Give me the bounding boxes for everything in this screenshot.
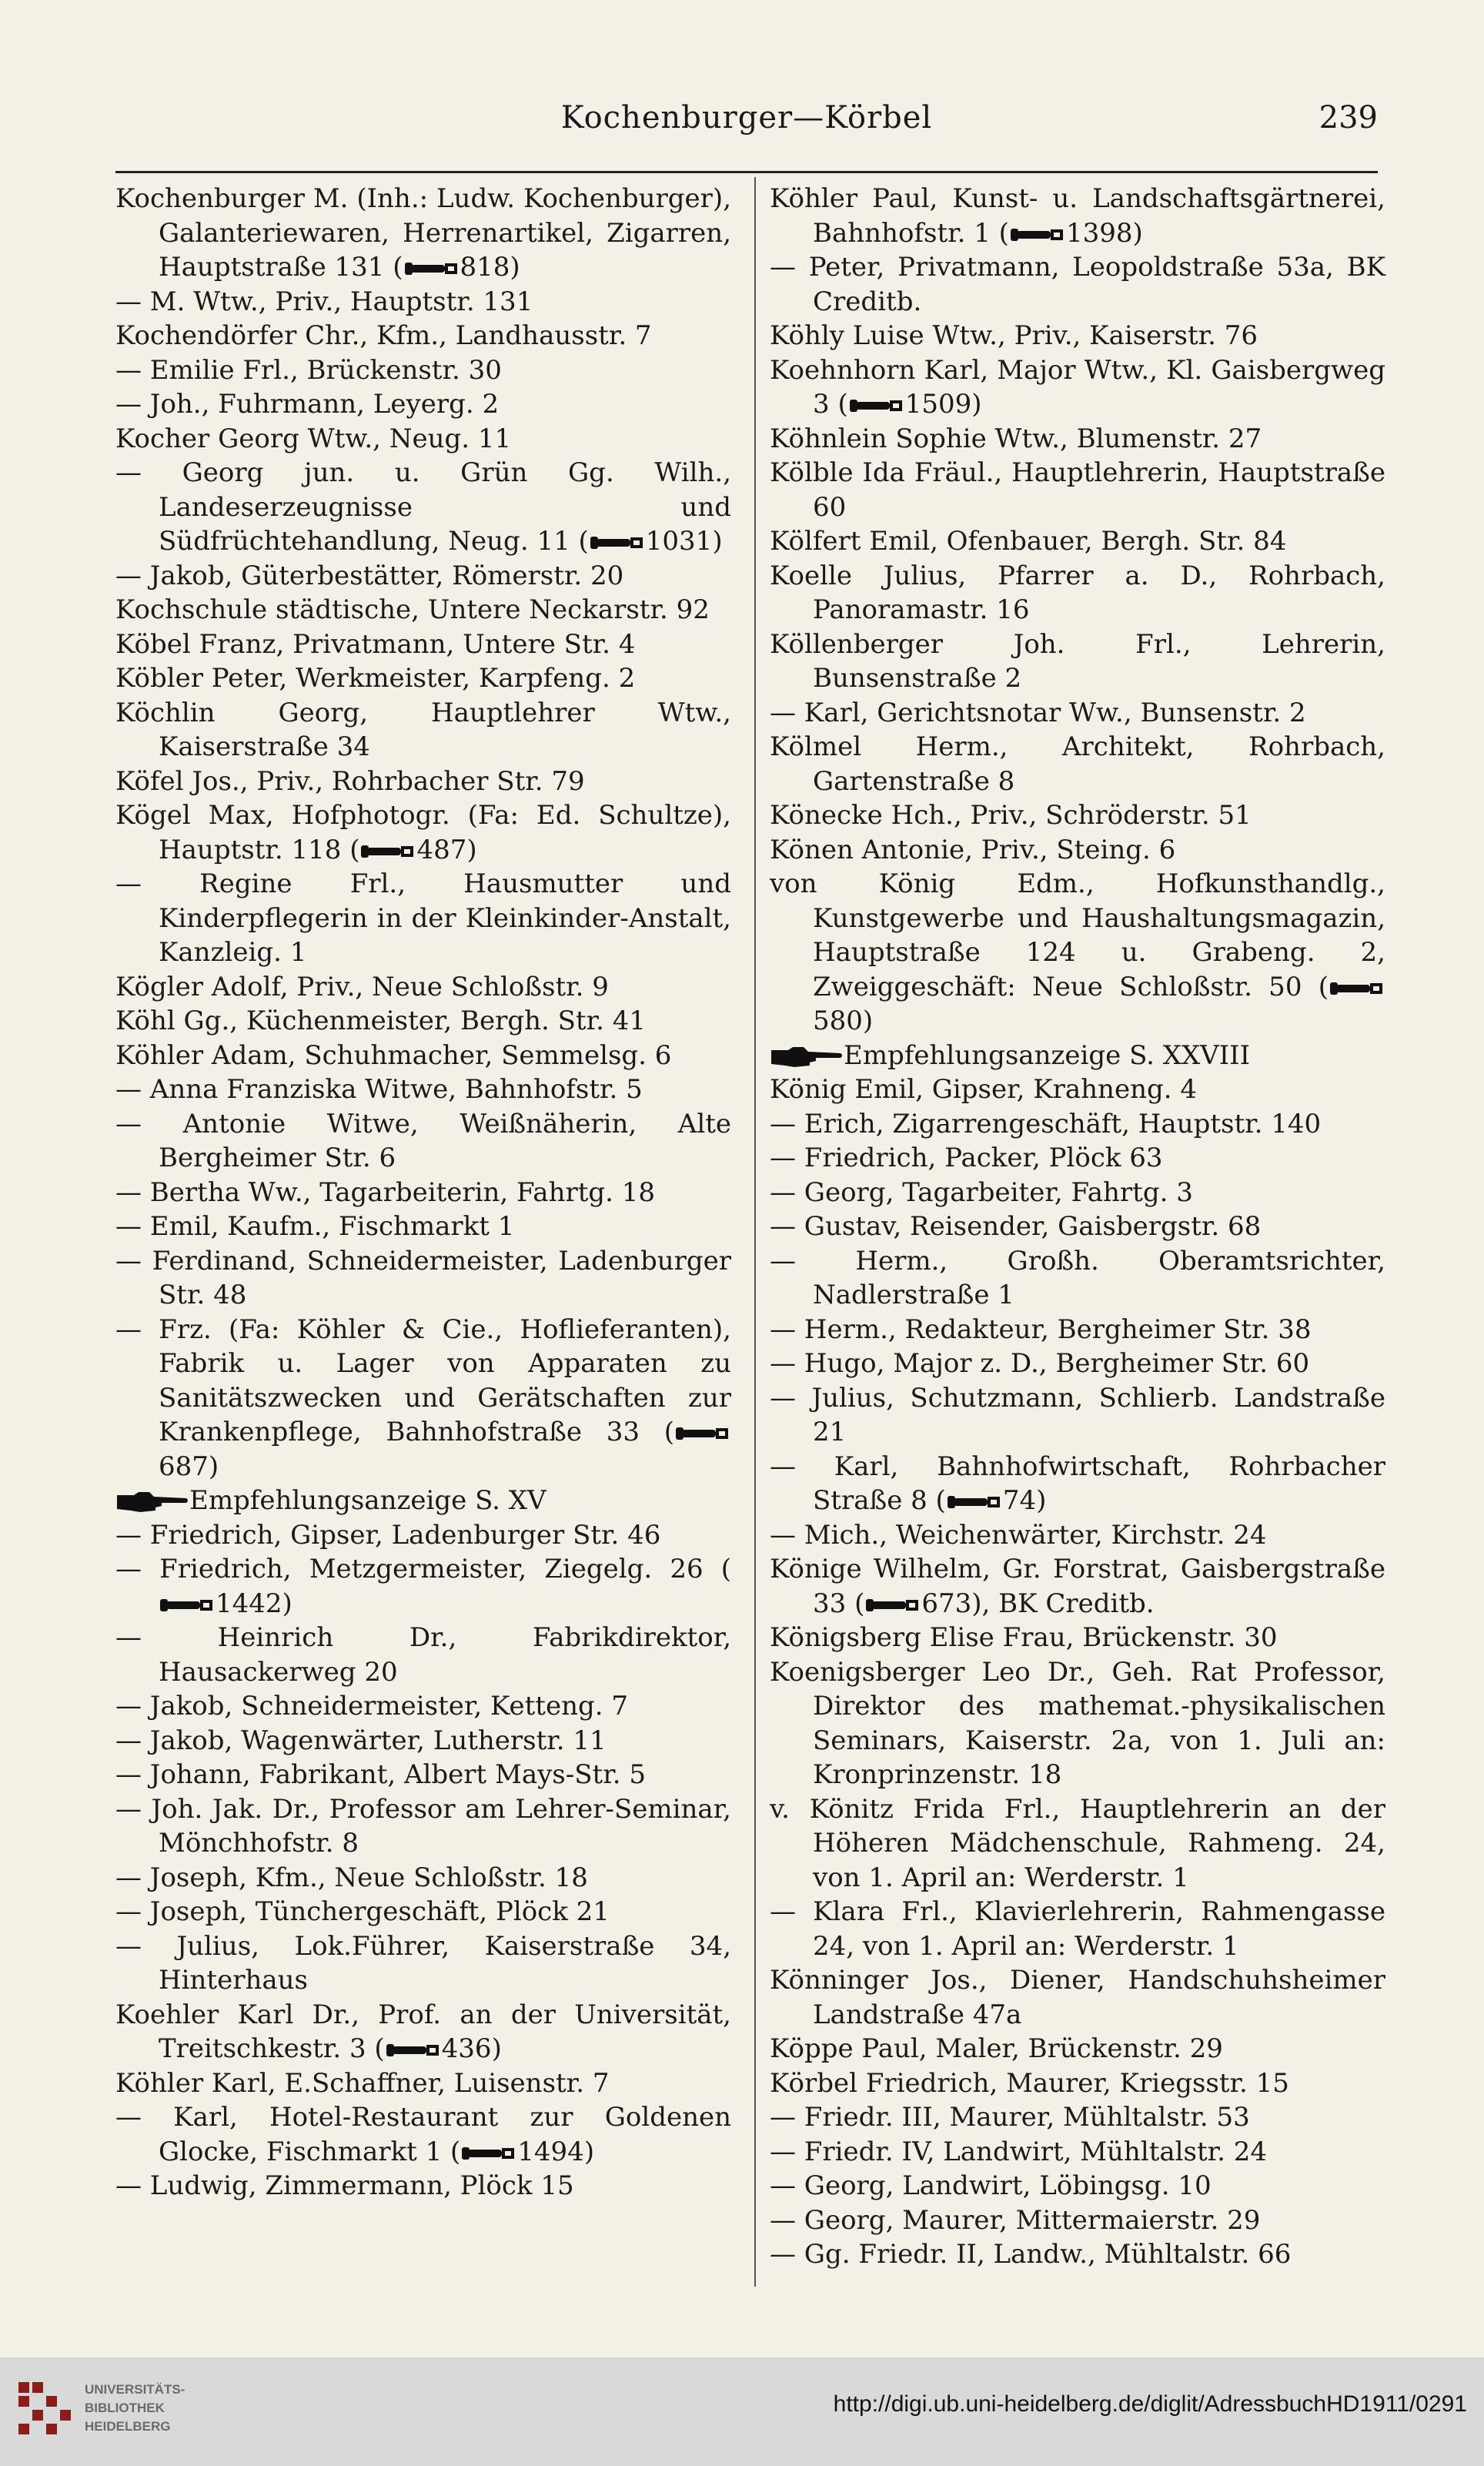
- directory-entry: [770, 319, 1385, 353]
- entry-text: — Karl, Bahnhofwirtschaft, Rohrbacher Straße 8 (: [770, 1450, 1385, 1516]
- telephone-icon: [159, 1597, 216, 1614]
- column-divider: [754, 177, 756, 2287]
- entry-text: — Joseph, Tünchergeschäft, Plöck 21: [115, 1896, 610, 1927]
- directory-entry: [115, 593, 731, 627]
- pointing-hand-icon: [115, 1491, 189, 1514]
- entry-text-suffix: ): [208, 1450, 219, 1482]
- directory-entry: [770, 1518, 1385, 1553]
- entry-text: Köchlin Georg, Hauptlehrer Wtw., Kaiserstraße 34: [115, 697, 731, 762]
- directory-entry: [770, 2203, 1385, 2238]
- telephone-icon: [946, 1494, 1003, 1511]
- entry-text: — Gg. Friedr. II, Landw., Mühltalstr. 66: [770, 2239, 1292, 2270]
- entry-text: Köbler Peter, Werkmeister, Karpfeng. 2: [115, 663, 636, 694]
- library-name-line: BIBLIOTHEK: [85, 2401, 165, 2415]
- library-name-line: UNIVERSITÄTS-: [85, 2382, 186, 2397]
- entry-text: Königе Wilhelm, Gr. Forstrat, Gaisbergstraße 33 (: [770, 1554, 1385, 1619]
- entry-text-suffix: ), BK Creditb.: [971, 1588, 1155, 1619]
- advertisement-reference: Empfehlungsanzeige S. XV: [189, 1485, 546, 1516]
- entry-text: — Georg, Tagarbeiter, Fahrtg. 3: [770, 1176, 1193, 1208]
- directory-entry: [770, 867, 1385, 1039]
- entry-text: — Joseph, Kfm., Neue Schloßstr. 18: [115, 1862, 588, 1893]
- telephone-number: 687: [159, 1450, 209, 1482]
- directory-entry: [115, 1176, 731, 1210]
- entry-text: Kocher Georg Wtw., Neug. 11: [115, 423, 512, 454]
- telephone-number: 1398: [1065, 217, 1133, 249]
- entry-text: — Emilie Frl., Brückenstr. 30: [115, 354, 502, 386]
- directory-entry: [115, 1689, 731, 1724]
- entry-text: — Herm., Redakteur, Bergheimer Str. 38: [770, 1313, 1312, 1345]
- entry-text: — M. Wtw., Priv., Hauptstr. 131: [115, 286, 533, 317]
- entry-text: — Friedr. IV, Landwirt, Mühltalstr. 24: [770, 2136, 1268, 2167]
- entry-text-suffix: ): [466, 834, 477, 865]
- directory-entry: [115, 456, 731, 559]
- page-header: [115, 92, 1378, 146]
- entry-text: — Bertha Ww., Tagarbeiterin, Fahrtg. 18: [115, 1176, 656, 1208]
- entry-text: Könen Antonie, Priv., Steing. 6: [770, 834, 1176, 865]
- directory-entry: [115, 1998, 731, 2066]
- directory-entry: [115, 422, 731, 457]
- entry-text: Kochschule städtische, Untere Neckarstr. 92: [115, 594, 710, 625]
- telephone-icon: [848, 397, 905, 414]
- telephone-icon: [403, 260, 460, 277]
- page-title: Kochenburger—Körbel: [560, 100, 933, 136]
- entry-text: — Julius, Schutzmann, Schlierb. Landstraße 21: [770, 1382, 1385, 1447]
- entry-text-suffix: ): [1036, 1485, 1047, 1516]
- entry-text: Kölble Ida Fräul., Hauptlehrerin, Hauptstraße 60: [770, 457, 1385, 523]
- entry-text: Köhler Karl, E.Schaffner, Luisenstr. 7: [115, 2067, 610, 2099]
- directory-entry: [115, 1518, 731, 1553]
- entry-text: — Joh., Fuhrmann, Leyerg. 2: [115, 389, 500, 420]
- entry-text: Koenigsberger Leo Dr., Geh. Rat Professor, Direktor des mathemat.-physikalischen Seminars, Kaiserstr. 2a, von 1. Juli an: Kronprinzenstr. 18: [770, 1656, 1385, 1790]
- entry-text: — Herm., Großh. Oberamtsrichter, Nadlerstraße 1: [770, 1245, 1385, 1310]
- directory-entry: [115, 970, 731, 1005]
- telephone-icon: [1009, 226, 1066, 243]
- directory-entry: [115, 559, 731, 594]
- telephone-number: 1494: [517, 2136, 584, 2167]
- directory-entry: [770, 1792, 1385, 1896]
- entry-text-suffix: ): [1132, 217, 1143, 249]
- entry-text: — Georg jun. u. Grün Gg. Wilh., Landeserzeugnisse und Südfrüchtehandlung, Neug. 11 (: [115, 457, 731, 557]
- directory-entry: [770, 1381, 1385, 1450]
- entry-text: Königsberg Elise Frau, Brückenstr. 30: [770, 1622, 1278, 1653]
- entry-text: — Georg, Landwirt, Löbingsg. 10: [770, 2170, 1212, 2201]
- directory-entry: [770, 1039, 1385, 1073]
- entry-text: — Gustav, Reisender, Gaisbergstr. 68: [770, 1211, 1262, 1242]
- directory-entry: [770, 696, 1385, 731]
- directory-entry: [115, 2066, 731, 2101]
- directory-entry: [770, 1210, 1385, 1244]
- entry-text: — Joh. Jak. Dr., Professor am Lehrer-Seminar, Mönchhofstr. 8: [115, 1793, 731, 1859]
- telephone-number: 673: [921, 1588, 972, 1619]
- entry-text: von König Edm., Hofkunsthandlg., Kunstgewerbe und Haushaltungsmagazin, Hauptstraße 124 u. Grabeng. 2, Zweiggeschäft: Neue Schloßstr. 50 (: [770, 868, 1385, 1002]
- directory-entry: [770, 182, 1385, 250]
- directory-entry: [115, 1621, 731, 1689]
- entry-text: — Anna Franziska Witwe, Bahnhofstr. 5: [115, 1074, 643, 1105]
- entry-text: — Frz. (Fa: Köhler & Cie., Hoflieferanten), Fabrik u. Lager von Apparaten zu Sanitätszwecken und Gerätschaften zur Krankenpflege, Bahnhofstraße 33 (: [115, 1313, 731, 1447]
- source-url-link[interactable]: http://digi.ub.uni-heidelberg.de/diglit/AdressbuchHD1911/0291: [833, 2391, 1467, 2417]
- telephone-number: 487: [416, 834, 467, 865]
- telephone-icon: [674, 1425, 731, 1442]
- directory-entry: [115, 2100, 731, 2169]
- directory-entry: [770, 456, 1385, 524]
- telephone-number: 74: [1002, 1485, 1037, 1516]
- directory-entry: [770, 1895, 1385, 1963]
- entry-text: Köhler Adam, Schuhmacher, Semmelsg. 6: [115, 1039, 672, 1071]
- entry-text: — Ferdinand, Schneidermeister, Ladenburger Str. 48: [115, 1245, 731, 1310]
- directory-entry: [770, 2135, 1385, 2170]
- entry-text: Köhly Luise Wtw., Priv., Kaiserstr. 76: [770, 320, 1258, 351]
- entry-text: — Klara Frl., Klavierlehrerin, Rahmengasse 24, von 1. April an: Werderstr. 1: [770, 1896, 1385, 1962]
- directory-entry: [770, 1621, 1385, 1655]
- entry-text: — Friedrich, Gipser, Ladenburger Str. 46: [115, 1519, 661, 1551]
- directory-entry: [770, 1347, 1385, 1381]
- advertisement-reference: Empfehlungsanzeige S. XXVIII: [844, 1039, 1251, 1071]
- directory-entry: [115, 353, 731, 388]
- directory-entry: [115, 1004, 731, 1039]
- entry-text: — Erich, Zigarrengeschäft, Hauptstr. 140: [770, 1108, 1322, 1139]
- entry-text-suffix: ): [712, 526, 723, 557]
- directory-entry: [770, 1313, 1385, 1347]
- directory-entry: [770, 2066, 1385, 2101]
- entry-text: Körbel Friedrich, Maurer, Kriegsstr. 15: [770, 2067, 1289, 2099]
- entry-text: — Antonie Witwe, Weißnäherin, Alte Bergheimer Str. 6: [115, 1108, 731, 1173]
- directory-entry: [770, 1552, 1385, 1621]
- telephone-icon: [359, 843, 416, 860]
- telephone-number: 580: [813, 1005, 863, 1036]
- telephone-number: 436: [441, 2033, 492, 2064]
- directory-entry: [770, 1141, 1385, 1176]
- telephone-icon: [385, 2042, 442, 2059]
- directory-entry: [115, 627, 731, 662]
- entry-text-suffix: ): [583, 2136, 595, 2167]
- entry-text: — Jakob, Güterbestätter, Römerstr. 20: [115, 560, 624, 591]
- entry-text: — Friedr. III, Maurer, Mühltalstr. 53: [770, 2102, 1250, 2133]
- library-name-line: HEIDELBERG: [85, 2419, 171, 2434]
- directory-entry: [115, 1861, 731, 1896]
- entry-text: Kögel Max, Hofphotogr. (Fa: Ed. Schultze), Hauptstr. 118 (: [115, 800, 731, 865]
- directory-entry: [115, 1039, 731, 1073]
- directory-entry: [115, 1244, 731, 1313]
- directory-entry: [770, 1655, 1385, 1792]
- entry-text-suffix: ): [510, 252, 520, 283]
- university-library-logo-icon: [14, 2377, 75, 2439]
- directory-entry: [115, 867, 731, 970]
- entry-text-suffix: ): [862, 1005, 874, 1036]
- directory-entry: [115, 2169, 731, 2203]
- directory-entry: [115, 765, 731, 799]
- entry-text: Koehnhorn Karl, Major Wtw., Kl. Gaisbergweg 3 (: [770, 354, 1385, 420]
- directory-entry: [115, 182, 731, 285]
- directory-entry: [770, 798, 1385, 833]
- entry-text: — Mich., Weichenwärter, Kirchstr. 24: [770, 1519, 1267, 1551]
- entry-text-suffix: ): [971, 389, 982, 420]
- library-name: [85, 2381, 239, 2436]
- entry-text: — Friedrich, Packer, Plöck 63: [770, 1143, 1163, 1173]
- entry-text: Köllenberger Joh. Frl., Lehrerin, Bunsenstraße 2: [770, 628, 1385, 694]
- directory-entry: [770, 1107, 1385, 1142]
- entry-text: — Johann, Fabrikant, Albert Mays-Str. 5: [115, 1759, 646, 1790]
- entry-text: — Jakob, Schneidermeister, Ketteng. 7: [115, 1691, 628, 1722]
- directory-entry: [115, 319, 731, 353]
- directory-entry: [770, 2169, 1385, 2203]
- entry-text: — Julius, Lok.Führer, Kaiserstraße 34, Hinterhaus: [115, 1930, 731, 1996]
- entry-text: Könninger Jos., Diener, Handschuhsheimer Landstraße 47a: [770, 1965, 1385, 2030]
- telephone-number: 1031: [645, 526, 713, 557]
- directory-entry: [770, 559, 1385, 627]
- entry-text: Kölmel Herm., Architekt, Rohrbach, Gartenstraße 8: [770, 731, 1385, 797]
- directory-entry: [115, 1724, 731, 1758]
- entry-text: — Friedrich, Metzgermeister, Ziegelg. 26 (: [115, 1554, 731, 1584]
- telephone-number: 1509: [904, 389, 972, 420]
- entry-text: Kochendörfer Chr., Kfm., Landhausstr. 7: [115, 320, 652, 351]
- directory-entry: [115, 387, 731, 422]
- telephone-icon: [864, 1597, 921, 1614]
- entry-text: — Ludwig, Zimmermann, Plöck 15: [115, 2170, 574, 2201]
- directory-entry: [770, 833, 1385, 868]
- directory-entry: [770, 422, 1385, 457]
- right-column: [770, 182, 1385, 2272]
- entry-text: Kochenburger M. (Inh.: Ludw. Kochenburger), Galanteriewaren, Herrenartikel, Zigarren, Hauptstraße 131 (: [115, 183, 731, 283]
- directory-entry: [770, 2100, 1385, 2135]
- entry-text: Kögler Adolf, Priv., Neue Schloßstr. 9: [115, 971, 609, 1002]
- telephone-number: 1442: [216, 1588, 282, 1619]
- directory-entry: [770, 730, 1385, 798]
- entry-text: König Emil, Gipser, Krahneng. 4: [770, 1074, 1197, 1105]
- directory-entry: [770, 1450, 1385, 1518]
- footer-bar: [0, 2357, 1484, 2466]
- entry-text: Köppe Paul, Maler, Brückenstr. 29: [770, 2033, 1223, 2064]
- entry-text-suffix: ): [491, 2033, 502, 2064]
- directory-entry: [770, 627, 1385, 696]
- directory-entry: [115, 285, 731, 320]
- directory-entry: [115, 661, 731, 696]
- page-number: 239: [1319, 100, 1378, 136]
- directory-entry: [115, 696, 731, 765]
- directory-entry: [115, 1929, 731, 1998]
- directory-entry: [115, 1758, 731, 1792]
- directory-entry: [115, 1107, 731, 1176]
- directory-entry: [115, 1313, 731, 1484]
- directory-entry: [770, 2032, 1385, 2066]
- entry-text: — Emil, Kaufm., Fischmarkt 1: [115, 1211, 515, 1242]
- entry-text: Könecke Hch., Priv., Schröderstr. 51: [770, 800, 1252, 831]
- header-rule: [115, 171, 1378, 173]
- entry-text-suffix: ): [282, 1588, 292, 1619]
- directory-entry: [770, 2237, 1385, 2272]
- directory-entry: [115, 1895, 731, 1929]
- directory-entry: [115, 1210, 731, 1244]
- entry-text: Köhnlein Sophie Wtw., Blumenstr. 27: [770, 423, 1262, 454]
- directory-entry: [115, 798, 731, 867]
- entry-text: Köhl Gg., Küchenmeister, Bergh. Str. 41: [115, 1005, 646, 1036]
- entry-text: Koehler Karl Dr., Prof. an der Universität, Treitschkestr. 3 (: [115, 1999, 731, 2064]
- directory-entry: [770, 1963, 1385, 2032]
- entry-text: Köbel Franz, Privatmann, Untere Str. 4: [115, 628, 636, 660]
- directory-entry: [770, 1244, 1385, 1313]
- telephone-number: 818: [460, 252, 510, 283]
- left-column: [115, 182, 731, 2203]
- telephone-icon: [1329, 980, 1385, 997]
- entry-text: — Georg, Maurer, Mittermaierstr. 29: [770, 2204, 1261, 2236]
- directory-entry: [115, 1484, 731, 1518]
- entry-text: — Jakob, Wagenwärter, Lutherstr. 11: [115, 1725, 607, 1756]
- entry-text: Koelle Julius, Pfarrer a. D., Rohrbach, Panoramastr. 16: [770, 560, 1385, 625]
- directory-entry: [115, 1072, 731, 1107]
- entry-text: Kölfert Emil, Ofenbauer, Bergh. Str. 84: [770, 526, 1287, 557]
- entry-text: — Regine Frl., Hausmutter und Kinderpflegerin in der Kleinkinder-Anstalt, Kanzleig. 1: [115, 868, 731, 968]
- entry-text: Köfel Jos., Priv., Rohrbacher Str. 79: [115, 765, 585, 797]
- entry-text: — Heinrich Dr., Fabrikdirektor, Hausackerweg 20: [115, 1622, 731, 1688]
- entry-text: Köhler Paul, Kunst- u. Landschaftsgärtnerei, Bahnhofstr. 1 (: [770, 183, 1385, 249]
- directory-entry: [115, 1552, 731, 1621]
- telephone-icon: [589, 534, 646, 551]
- entry-text: — Hugo, Major z. D., Bergheimer Str. 60: [770, 1348, 1310, 1379]
- pointing-hand-icon: [770, 1046, 844, 1069]
- telephone-icon: [460, 2145, 517, 2162]
- directory-entry: [115, 1792, 731, 1861]
- directory-entry: [770, 250, 1385, 319]
- directory-entry: [770, 1072, 1385, 1107]
- directory-entry: [770, 353, 1385, 422]
- entry-text: v. Könitz Frida Frl., Hauptlehrerin an der Höheren Mädchenschule, Rahmeng. 24, von 1. April an: Werderstr. 1: [770, 1793, 1385, 1893]
- directory-entry: [770, 524, 1385, 559]
- directory-entry: [770, 1176, 1385, 1210]
- entry-text: — Peter, Privatmann, Leopoldstraße 53a, BK Creditb.: [770, 252, 1385, 317]
- entry-text: — Karl, Hotel-Restaurant zur Goldenen Glocke, Fischmarkt 1 (: [115, 2102, 731, 2167]
- entry-text: — Karl, Gerichtsnotar Ww., Bunsenstr. 2: [770, 697, 1306, 728]
